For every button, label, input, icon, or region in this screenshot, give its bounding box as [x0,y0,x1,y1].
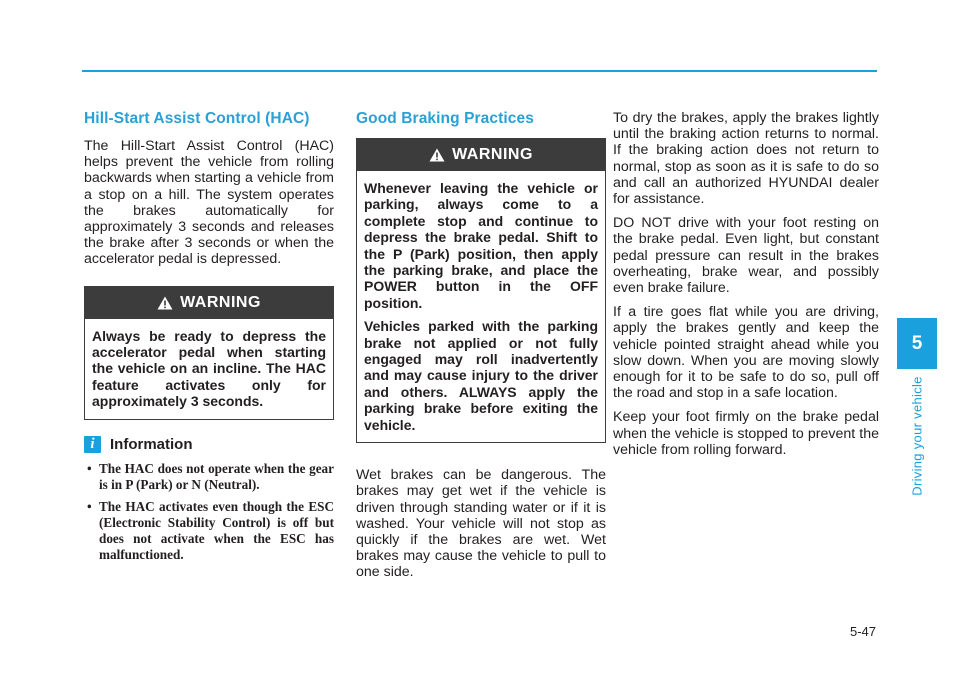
list-item-text: The HAC does not operate when the gear is in P (Park) or N (Neutral). [99,460,334,492]
section-heading-braking: Good Braking Practices [356,110,534,127]
hac-description: The Hill-Start Assist Control (HAC) helps prevent the vehicle from rolling backwards when starting a vehicle from a stop on a hill. The system operates the brakes automatically for approximately 3 seconds and releases the brake after 3 seconds or when the accelerator pedal is depressed. [84,138,334,268]
warning-triangle-icon [157,296,173,310]
braking-warning-box [356,138,606,443]
information-title: Information [110,435,193,453]
bullet: • [87,498,92,514]
warning-title: WARNING [452,146,533,163]
warning-paragraph: Vehicles parked with the parking brake not applied or not fully engaged may roll inadvertently and may cause injury to the driver and others. ALWAYS apply the parking brake before exiting the vehicle. [364,318,598,433]
info-i-icon: i [84,436,101,453]
list-item-text: The HAC activates even though the ESC (Electronic Stability Control) is off but does not activate when the ESC has malfunctioned. [99,498,334,562]
section-heading-hac: Hill-Start Assist Control (HAC) [84,110,310,127]
header-rule [82,70,877,72]
chapter-title: Driving your vehicle [909,376,925,496]
list-item [84,461,334,493]
warning-body [357,171,605,442]
bullet: • [87,460,92,476]
wet-brakes-paragraph: Wet brakes can be dangerous. The brakes may get wet if the vehicle is driven through standing water or if it is washed. Your vehicle will not stop as quickly if the brakes are wet. Wet brakes may cause the vehicle to pull to one side. [356,467,606,581]
list-item [84,499,334,563]
hac-warning-box [84,286,334,420]
column-left [84,110,334,569]
warning-header [357,139,605,171]
warning-text: Always be ready to depress the accelerator pedal when starting the vehicle on an incline. The HAC feature activates only for approximately 3 seconds. [92,327,326,410]
body-paragraph: DO NOT drive with your foot resting on the brake pedal. Even light, but constant pedal pressure can result in the brakes overheating, brake wear, and possibly even brake failure. [613,215,879,297]
warning-paragraph: Whenever leaving the vehicle or parking, always come to a complete stop and continue to depress the brake pedal. Shift to the P (Park) position, then apply the parking brake, and place the POWER button in the OFF position. [364,180,598,311]
warning-header [85,287,333,319]
warning-title: WARNING [180,293,261,311]
column-right [613,110,879,466]
warning-body [85,319,333,419]
column-middle [356,110,606,589]
body-paragraph: Keep your foot firmly on the brake pedal when the vehicle is stopped to prevent the vehicle from rolling forward. [613,409,879,458]
body-paragraph: To dry the brakes, apply the brakes lightly until the braking action returns to normal. If the braking action does not return to normal, stop as soon as it is safe to do so and call an authorized HYUNDAI dealer for assistance. [613,110,879,208]
body-paragraph: If a tire goes flat while you are driving, apply the brakes gently and keep the vehicle pointed straight ahead while you slow down. When you are moving slowly enough for it to be safe to do so, pull off the road and stop in a safe location. [613,304,879,402]
chapter-number-tab: 5 [897,318,937,369]
information-list [84,461,334,563]
warning-triangle-icon [429,148,445,162]
page-number: 5-47 [849,624,876,639]
information-header [84,436,334,453]
